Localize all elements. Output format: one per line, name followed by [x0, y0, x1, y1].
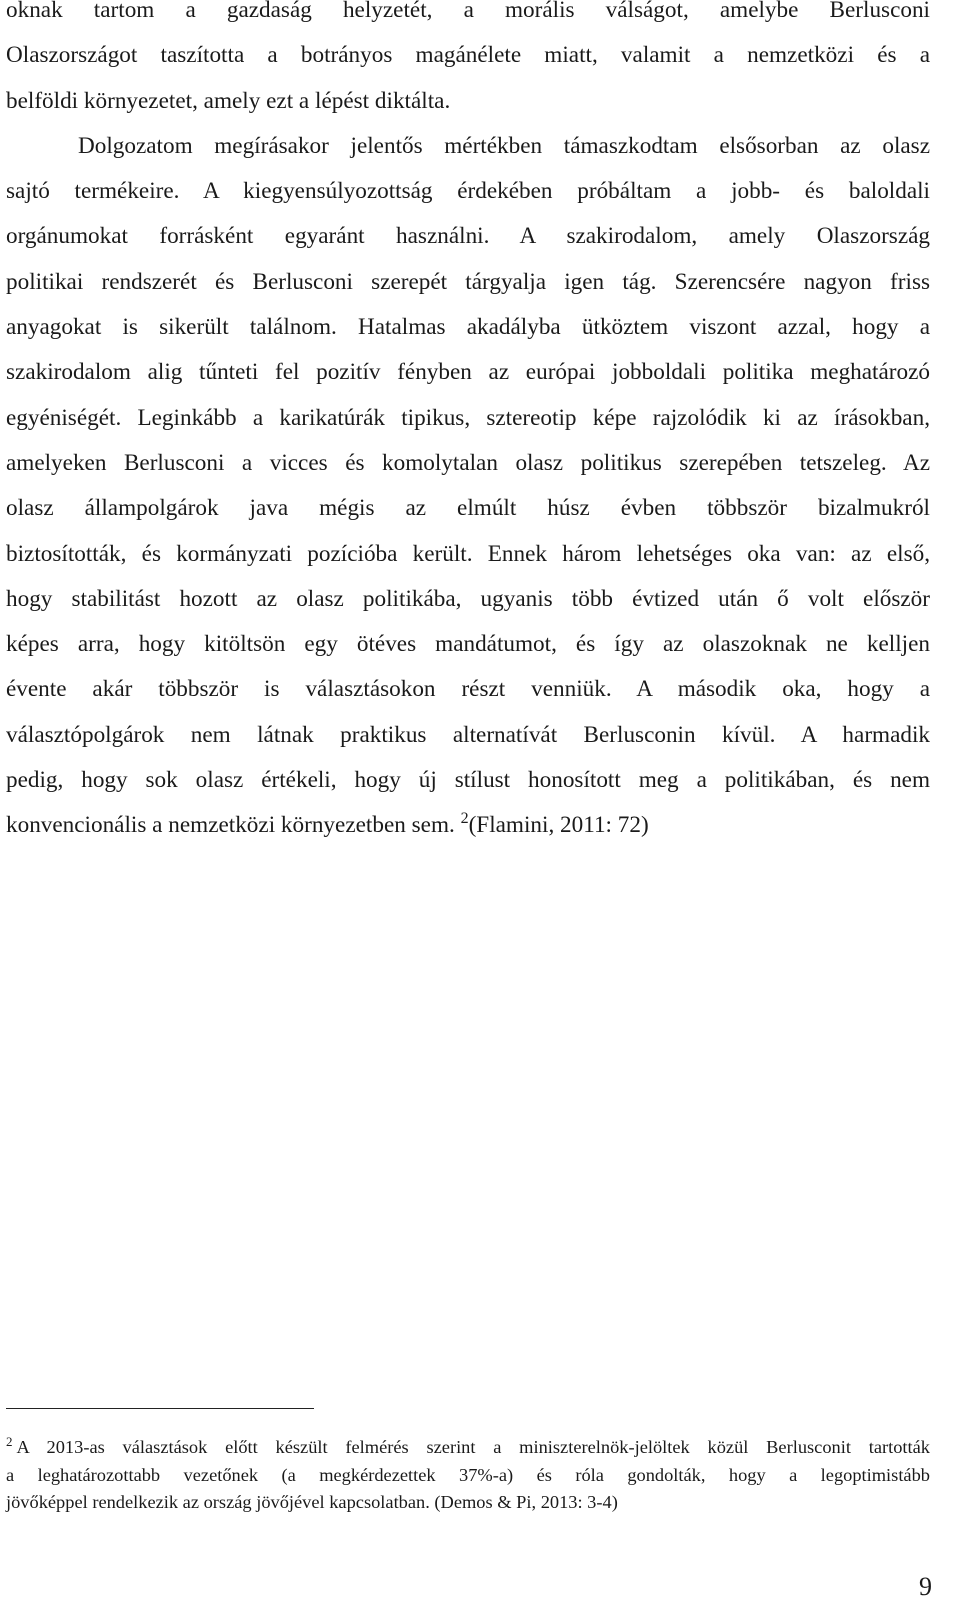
body-line-text: konvencionális a nemzetközi környezetben sem.	[6, 812, 455, 839]
body-line: orgánumokat forrásként egyaránt használni. A szakirodalom, amely Olaszország	[6, 223, 930, 250]
body-line: oknak tartom a gazdaság helyzetét, a morális válságot, amelybe Berlusconi	[6, 0, 930, 23]
body-line: képes arra, hogy kitöltsön egy ötéves mandátumot, és így az olaszoknak ne kelljen	[6, 631, 930, 658]
body-line: amelyeken Berlusconi a vicces és komolytalan olasz politikus szerepében tetszeleg. Az	[6, 449, 930, 476]
body-line: politikai rendszerét és Berlusconi szerepét tárgyalja igen tág. Szerencsére nagyon friss	[6, 268, 930, 295]
body-line: anyagokat is sikerült találnom. Hatalmas akadályba ütköztem viszont azzal, hogy a	[6, 314, 930, 341]
footnote-line-text: A 2013-as választások előtt készült felmérés szerint a miniszterelnök-jelöltek közül Berlusconit tartották	[16, 1437, 930, 1457]
body-line: hogy stabilitást hozott az olasz politikába, ugyanis több évtized után ő volt először	[6, 585, 930, 612]
body-line: biztosították, és kormányzati pozícióba került. Ennek három lehetséges oka van: az első,	[6, 540, 930, 567]
body-line: választópolgárok nem látnak praktikus alternatívát Berlusconin kívül. A harmadik	[6, 721, 930, 748]
footnote-separator	[6, 1408, 314, 1409]
body-text	[6, 0, 930, 849]
footnote-line: a leghatározottabb vezetőnek (a megkérdezettek 37%-a) és róla gondolták, hogy a legoptimistább	[6, 1464, 930, 1485]
body-line: sajtó termékeire. A kiegyensúlyozottság érdekében próbáltam a jobb- és baloldali	[6, 178, 930, 205]
body-line: Olaszországot taszította a botrányos magánélete miatt, valamit a nemzetközi és a	[6, 42, 930, 69]
footnote-line: jövőképpel rendelkezik az ország jövőjével kapcsolatban. (Demos & Pi, 2013: 3-4)	[6, 1492, 618, 1512]
citation: (Flamini, 2011: 72)	[468, 812, 649, 839]
footnote	[6, 1434, 930, 1517]
body-line: szakirodalom alig tűnteti fel pozitív fényben az európai jobboldali politika meghatározó	[6, 359, 930, 386]
page-number: 9	[919, 1572, 932, 1601]
footnote-reference[interactable]: 2	[460, 810, 469, 828]
body-last-line	[6, 803, 930, 848]
footnote-line	[6, 1434, 930, 1462]
body-line: olasz állampolgárok java mégis az elmúlt húsz évben többször bizalmukról	[6, 495, 930, 522]
footnote-marker: 2	[6, 1434, 13, 1449]
body-line: pedig, hogy sok olasz értékeli, hogy új stílust honosított meg a politikában, és nem	[6, 767, 930, 794]
body-line: évente akár többször is választásokon részt venniük. A második oka, hogy a	[6, 676, 930, 703]
body-line: egyéniségét. Leginkább a karikatúrák tipikus, sztereotip képe rajzolódik ki az írásokban,	[6, 404, 930, 431]
body-line: Dolgozatom megírásakor jelentős mértékben támaszkodtam elsősorban az olasz	[78, 132, 930, 159]
body-line: belföldi környezetet, amely ezt a lépést diktálta.	[6, 87, 451, 114]
